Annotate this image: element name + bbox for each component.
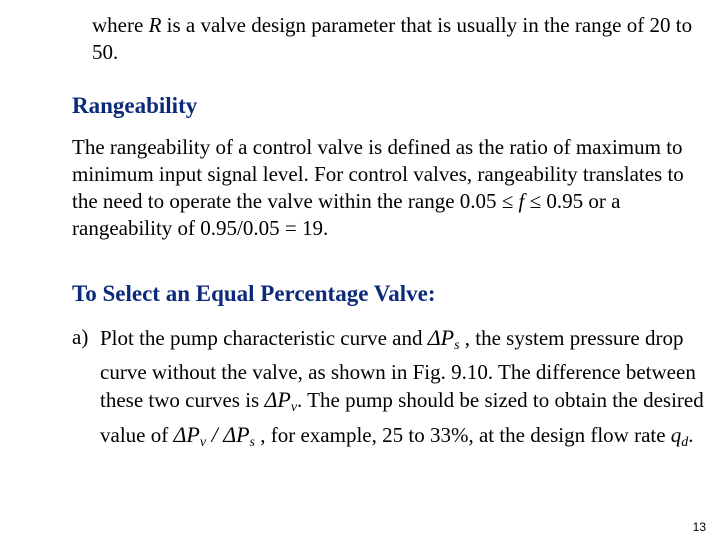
delta-ps-equation bbox=[427, 325, 460, 353]
ratio-denominator-subscript: s bbox=[249, 435, 255, 450]
flow-rate-variable: q bbox=[670, 423, 682, 447]
ratio-equation bbox=[173, 422, 255, 450]
rangeability-text-after: ≤ 0.95 or a rangeability of 0.95/0.05 = 19. bbox=[72, 189, 621, 240]
delta-ps-symbol: ΔP bbox=[427, 325, 455, 350]
delta-pv-equation bbox=[264, 387, 298, 415]
step-a-text-3: . The pump should be sized to obtain the desired value of bbox=[100, 388, 704, 447]
intro-variable-r: R bbox=[148, 13, 162, 37]
delta-ps-subscript: s bbox=[454, 338, 460, 353]
intro-text-post: is a valve design parameter that is usually in the range of 20 to 50. bbox=[92, 13, 693, 64]
ratio-numerator-subscript: v bbox=[199, 435, 207, 450]
step-a-paragraph bbox=[72, 324, 720, 456]
slide-number: 13 bbox=[692, 520, 706, 534]
ratio-denominator-symbol: ΔP bbox=[223, 422, 250, 447]
equal-percentage-heading: To Select an Equal Percentage Valve: bbox=[72, 281, 436, 306]
rangeability-variable-f: f bbox=[518, 189, 525, 213]
ratio-numerator-symbol: ΔP bbox=[173, 422, 200, 447]
ratio-separator: / bbox=[206, 422, 224, 447]
rangeability-paragraph bbox=[72, 134, 702, 242]
step-a-marker: a) bbox=[72, 325, 89, 349]
step-a-text-5: . bbox=[688, 423, 694, 447]
step-a-text-2: , the system pressure drop curve without the valve, as shown in Fig. 9.10. The difference between these two curves is bbox=[100, 326, 696, 412]
intro-paragraph bbox=[92, 12, 712, 66]
delta-pv-symbol: ΔP bbox=[264, 387, 291, 412]
step-a-text-4: , for example, 25 to 33%, at the design flow rate bbox=[255, 423, 671, 447]
rangeability-heading: Rangeability bbox=[72, 93, 198, 118]
flow-rate-subscript: d bbox=[681, 435, 689, 450]
intro-text-pre: where bbox=[92, 13, 149, 37]
delta-pv-subscript: v bbox=[290, 400, 298, 415]
rangeability-text-before: The rangeability of a control valve is defined as the ratio of maximum to minimum input signal level. For control valves, rangeability translates to the need to operate the valve within the range 0.05 ≤ bbox=[72, 135, 684, 213]
step-a-text-1: Plot the pump characteristic curve and bbox=[100, 326, 428, 350]
